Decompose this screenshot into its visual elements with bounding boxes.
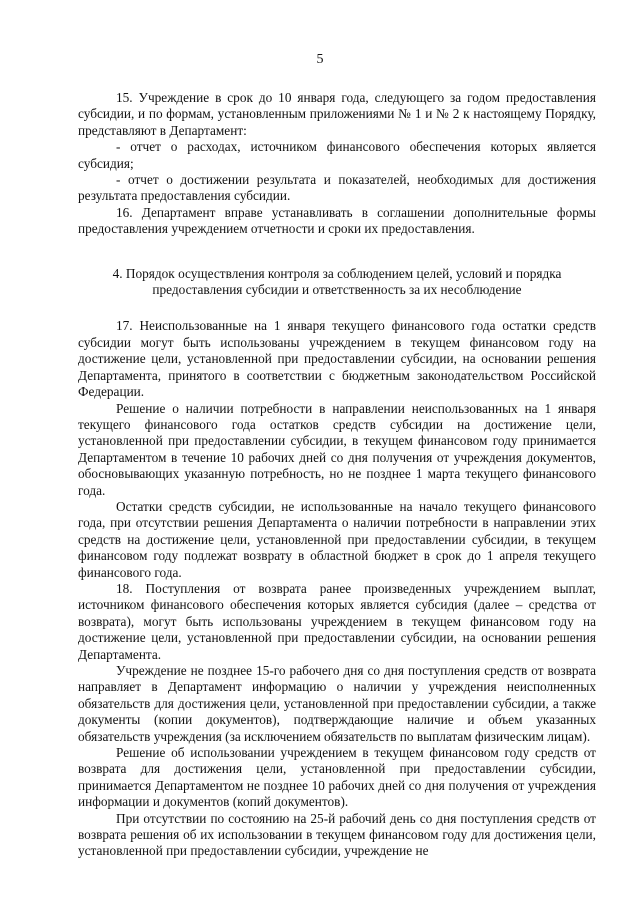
paragraph-institution-info: Учреждение не позднее 15-го рабочего дня со дня поступления средств от возврата направляет в Департамент информацию о наличии у учреждения неисполненных обязательств для достижения цели, установленной при предоставлении субсидии, а также документы (копии документов), подтверждающие наличие и объем указанных обязательств учреждения (за исключением обязательств по выплатам физическим лицам). bbox=[78, 663, 596, 744]
document-body bbox=[78, 90, 596, 860]
paragraph-17: 17. Неиспользованные на 1 января текущего финансового года остатки средств субсидии могут быть использованы учреждением в текущем финансовом году на достижение цели, установленной при предоставлении субсидии, на основании решения Департамента, принятого в соответствии с бюджетным законодательством Российской Федерации. bbox=[78, 318, 596, 400]
paragraph-18: 18. Поступления от возврата ранее произведенных учреждением выплат, источником финансового обеспечения которых является субсидия (далее – средства от возврата), могут быть использованы учреждением в текущем финансовом году на достижение цели, установленной при предоставлении субсидии, на основании решения Департамента. bbox=[78, 580, 596, 662]
paragraph-use-decision: Решение об использовании учреждением в текущем финансовом году средств от возврата для достижения цели, установленной при предоставлении субсидии, принимается Департаментом не позднее 10 рабочих дней со дня получения от учреждения информации и документов (копий документов). bbox=[78, 745, 596, 810]
section-heading: 4. Порядок осуществления контроля за соблюдением целей, условий и порядка предоставления субсидии и ответственность за их несоблюдение bbox=[112, 265, 562, 298]
paragraph-report-results: - отчет о достижении результата и показателей, необходимых для достижения результата предоставления субсидии. bbox=[78, 172, 596, 204]
paragraph-need-decision: Решение о наличии потребности в направлении неиспользованных на 1 января текущего финансового года остатков средств субсидии на достижение цели, установленной при предоставлении субсидии, в текущем финансовом году принимается Департаментом в течение 10 рабочих дней со дня получения от учреждения документов, обосновывающих указанную потребность, но не позднее 1 марта текущего финансового года. bbox=[78, 400, 596, 498]
paragraph-no-decision: При отсутствии по состоянию на 25-й рабочий день со дня поступления средств от возврата решения об их использовании в текущем финансовом году для достижения цели, установленной при предоставлении субсидии, учреждение не bbox=[78, 810, 596, 859]
paragraph-report-expenses: - отчет о расходах, источником финансового обеспечения которых является субсидия; bbox=[78, 139, 596, 171]
paragraph-15: 15. Учреждение в срок до 10 января года, следующего за годом предоставления субсидии, и по формам, установленным приложениями № 1 и № 2 к настоящему Порядку, представляют в Департамент: bbox=[78, 90, 596, 138]
page-number: 5 bbox=[316, 52, 324, 67]
paragraph-unused-balances: Остатки средств субсидии, не использованные на начало текущего финансового года, при отсутствии решения Департамента о наличии потребности в направлении этих средств на достижение цели, установленной при предоставлении субсидии, в текущем финансовом году подлежат возврату в областной бюджет в срок до 1 апреля текущего финансового года. bbox=[78, 498, 596, 580]
paragraph-16: 16. Департамент вправе устанавливать в соглашении дополнительные формы предоставления учреждением отчетности и сроки их предоставления. bbox=[78, 204, 596, 237]
